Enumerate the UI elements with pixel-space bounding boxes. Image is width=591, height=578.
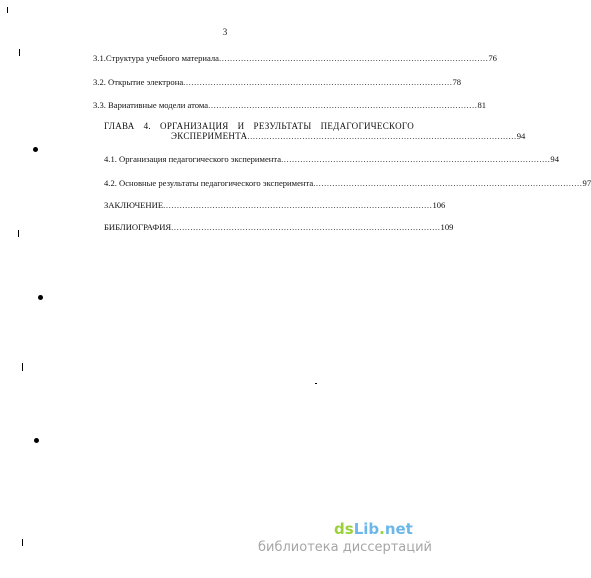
margin-mark [22,539,23,546]
binding-hole-mark [33,147,38,152]
watermark-subtitle: библиотека диссертаций [258,540,432,555]
toc-entry-title: 4.1. Организация педагогического эксперимента [104,154,282,164]
toc-leader-dots: .................................................................................................. [281,154,551,164]
toc-entry-title: БИБЛИОГРАФИЯ [104,222,172,232]
margin-mark [22,363,23,371]
margin-mark [7,7,8,13]
toc-entry-3-1 [93,53,497,63]
toc-entry-page: 94 [550,154,560,164]
toc-entry-title: 3.2. Открытие электрона [93,77,184,87]
toc-leader-dots: .................................................................................................. [313,178,583,188]
toc-entry-title: 4.2. Основные результаты педагогического эксперимента [104,178,314,188]
toc-leader-dots: .................................................................................................. [163,200,433,210]
margin-mark [19,49,20,56]
binding-hole-mark [38,295,43,300]
toc-chapter-4-line2 [171,131,526,141]
toc-entry-4-1 [104,154,560,164]
toc-entry-page: 106 [432,200,446,210]
toc-entry-page: 76 [488,53,497,63]
toc-entry-page: 78 [452,77,462,87]
brand-net: net [384,520,413,538]
margin-mark [18,230,19,237]
toc-leader-dots: .................................................................................................. [208,100,478,110]
toc-entry-bibliography [104,222,454,232]
toc-entry-page: 94 [516,131,526,141]
toc-entry-page: 109 [440,222,454,232]
toc-entry-title: ЭКСПЕРИМЕНТА [171,131,248,141]
toc-chapter-4-title: ГЛАВА 4. ОРГАНИЗАЦИЯ И РЕЗУЛЬТАТЫ ПЕДАГОГИЧЕСКОГО [104,121,414,131]
watermark-logo [258,521,432,556]
watermark-brand [334,521,432,538]
binding-hole-mark [34,438,39,443]
margin-mark [315,383,317,384]
toc-entry-page: 81 [477,100,487,110]
toc-entry-conclusion [104,200,446,210]
toc-leader-dots: .................................................................................................. [183,77,453,87]
brand-lib: Lib [353,520,380,538]
toc-entry-page: 97 [582,178,591,188]
brand-ds: ds [334,520,354,538]
toc-entry-title: 3.3. Вариативные модели атома [93,100,209,110]
toc-leader-dots: .................................................................................................. [247,131,517,141]
toc-leader-dots: .................................................................................................. [171,222,441,232]
toc-entry-3-3 [93,100,487,110]
page-number: 3 [222,27,228,37]
toc-entry-4-2 [104,178,591,188]
toc-entry-title: ЗАКЛЮЧЕНИЕ [104,200,164,210]
toc-entry-title: 3.1.Структура учебного материала [93,53,219,63]
toc-leader-dots: .................................................................................................. [219,53,489,63]
brand-dot: . [379,520,385,538]
toc-entry-3-2 [93,77,462,87]
